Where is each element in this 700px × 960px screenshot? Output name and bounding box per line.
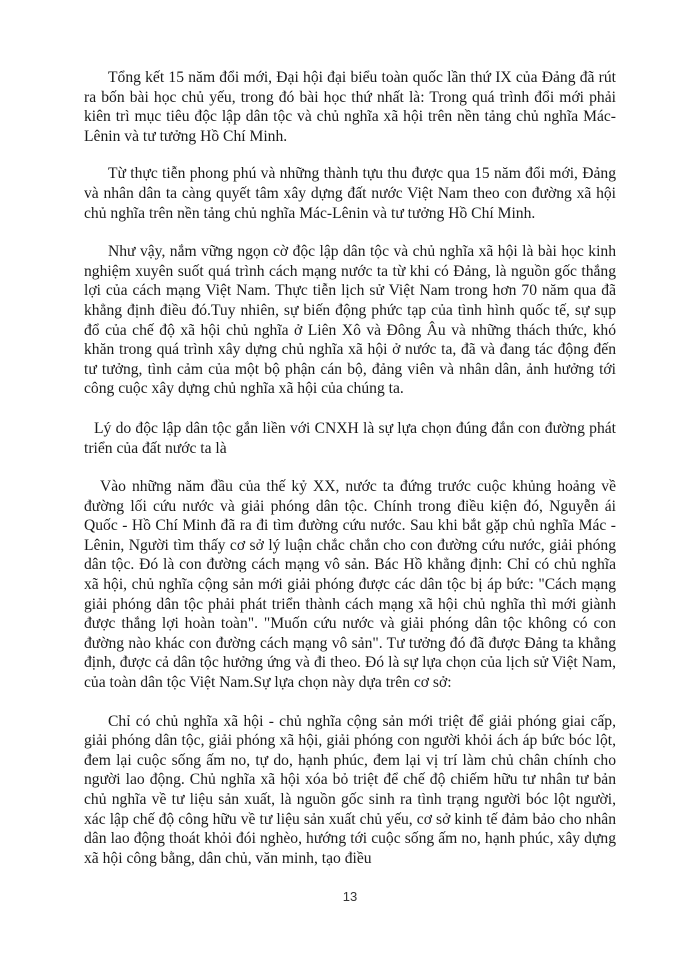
paragraph-2: Từ thực tiễn phong phú và những thành tựu thu được qua 15 năm đổi mới, Đảng và nhân dân ta càng quyết tâm xây dựng đất nước Việt Nam theo con đường xã hội chủ nghĩa trên nền tảng chủ nghĩa Mác-Lênin và tư tưởng Hồ Chí Minh. <box>84 165 616 222</box>
section-heading: Lý do độc lập dân tộc gắn liền với CNXH là sự lựa chọn đúng đắn con đường phát triển của đất nước ta là <box>84 419 616 457</box>
paragraph-1: Tổng kết 15 năm đổi mới, Đại hội đại biểu toàn quốc lần thứ IX của Đảng đã rút ra bốn bài học chủ yếu, trong đó bài học thứ nhất là: Trong quá trình đổi mới phải kiên trì mục tiêu độc lập dân tộc và chủ nghĩa xã hội trên nền tảng chủ nghĩa Mác-Lênin và tư tưởng Hồ Chí Minh. <box>84 69 616 145</box>
paragraph-5: Chỉ có chủ nghĩa xã hội - chủ nghĩa cộng sản mới triệt để giải phóng giai cấp, giải phóng dân tộc, giải phóng xã hội, giải phóng con người khỏi ách áp bức bóc lột, đem lại cuộc sống ấm no, tự do, hạnh phúc, đem lại vị trí làm chủ chân chính cho người lao động. Chủ nghĩa xã hội xóa bỏ triệt để chế độ chiếm hữu tư nhân tư bản chủ nghĩa về tư liệu sản xuất, là nguồn gốc sinh ra tình trạng người bóc lột người, xác lập chế độ công hữu về tư liệu sản xuất chủ yếu, cơ sở kinh tế đảm bảo cho nhân dân lao động thoát khỏi đói nghèo, hướng tới cuộc sống ấm no, hạnh phúc, xây dựng xã hội công bằng, dân chủ, văn minh, tạo điều <box>84 712 616 867</box>
paragraph-4: Vào những năm đầu của thế kỷ XX, nước ta đứng trước cuộc khủng hoảng về đường lối cứu nước và giải phóng dân tộc. Chính trong điều kiện đó, Nguyễn ái Quốc - Hồ Chí Minh đã ra đi tìm đường cứu nước. Sau khi bắt gặp chủ nghĩa Mác - Lênin, Người tìm thấy cơ sở lý luận chắc chắn cho con đường cứu nước, giải phóng dân tộc. Đó là con đường cách mạng vô sản. Bác Hồ khẳng định: Chỉ có chủ nghĩa xã hội, chủ nghĩa cộng sản mới giải phóng được các dân tộc bị áp bức: "Cách mạng giải phóng dân tộc phải phát triển thành cách mạng xã hội chủ nghĩa thì mới giành được thắng lợi hoàn toàn". "Muốn cứu nước và giải phóng dân tộc không có con đường nào khác con đường cách mạng vô sản". Tư tưởng đó đã được Đảng ta khẳng định, được cả dân tộc hưởng ứng và đi theo. Đó là sự lựa chọn của lịch sử Việt Nam, của toàn dân tộc Việt Nam.Sự lựa chọn này dựa trên cơ sở: <box>84 478 616 692</box>
paragraph-3: Như vậy, nắm vững ngọn cờ độc lập dân tộc và chủ nghĩa xã hội là bài học kinh nghiệm xuyên suốt quá trình cách mạng nước ta từ khi có Đảng, là nguồn gốc thắng lợi của cách mạng Việt Nam. Thực tiễn lịch sử Việt Nam trong hơn 70 năm qua đã khẳng định điều đó.Tuy nhiên, sự biến động phức tạp của tình hình quốc tế, sự sụp đổ của chế độ xã hội chủ nghĩa ở Liên Xô và Đông Âu và những thách thức, khó khăn trong quá trình xây dựng chủ nghĩa xã hội ở nước ta, đã và đang tác động đến tư tưởng, tình cảm của một bộ phận cán bộ, đảng viên và nhân dân, ảnh hưởng tới công cuộc xây dựng chủ nghĩa xã hội của chúng ta. <box>84 243 616 398</box>
page-number: 13 <box>342 889 358 904</box>
document-body <box>84 68 616 868</box>
